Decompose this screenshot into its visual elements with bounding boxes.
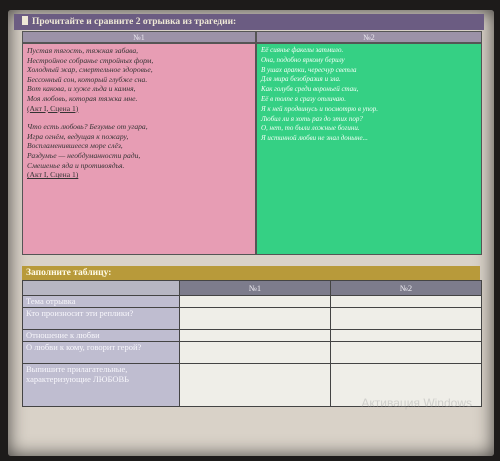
answer-cell[interactable] bbox=[180, 330, 331, 342]
fragment-line: Раздумье — необдуманности ради, bbox=[27, 150, 141, 160]
task-marker-icon bbox=[22, 16, 28, 25]
fragment-2-text bbox=[256, 43, 482, 255]
fragment-1-header: №1 bbox=[22, 31, 256, 43]
fragment-line: Моя любовь, которая тяжка мне. bbox=[27, 93, 138, 103]
answer-cell[interactable] bbox=[180, 342, 331, 364]
table-row-label: Отношение к любви bbox=[23, 330, 180, 342]
fragment-line: О, нет, то были ложные богини. bbox=[261, 124, 360, 133]
fragment-line: Игра огнём, ведущая к пожару, bbox=[27, 131, 129, 141]
answer-cell[interactable] bbox=[331, 308, 482, 330]
fragment-line: Её в толпе я сразу отличаю. bbox=[261, 94, 346, 103]
answer-cell[interactable] bbox=[180, 364, 331, 407]
fragment-gap bbox=[27, 113, 251, 122]
table-row bbox=[23, 296, 482, 308]
fragment-line: Как голубя среди вороньей стаи, bbox=[261, 85, 359, 94]
answer-cell[interactable] bbox=[331, 296, 482, 308]
fragment-line: Я истинной любви не знал доныне... bbox=[261, 134, 368, 143]
fragment-line: Я к ней продвинусь и посмотрю в упор. bbox=[261, 104, 379, 113]
answer-cell[interactable] bbox=[180, 308, 331, 330]
fragment-line: Бессонный сон, который глубже сна. bbox=[27, 74, 148, 84]
fragment-act-scene: (Акт I, Сцена 1) bbox=[27, 103, 79, 113]
fragment-line: Что есть любовь? Безумье от угара, bbox=[27, 122, 148, 132]
answer-cell[interactable] bbox=[331, 330, 482, 342]
table-col-1-header: №1 bbox=[180, 281, 331, 296]
fragment-line: Вот какова, и хуже льда и камня, bbox=[27, 84, 136, 94]
fragment-line: Смешенье яда и противоядья. bbox=[27, 160, 125, 170]
fragment-line: Любил ли я хоть раз до этих пор? bbox=[261, 114, 363, 123]
task-title: Прочитайте и сравните 2 отрывка из трагедии: bbox=[32, 17, 237, 27]
fragment-line: Она, подобно яркому берилу bbox=[261, 55, 345, 64]
fragment-line: Её сиянье факелы затмило. bbox=[261, 46, 344, 54]
task-header bbox=[14, 14, 484, 30]
fragment-line: Нестройное собранье стройных форм, bbox=[27, 55, 154, 65]
fragment-line: В ушах арапки, чересчур светла bbox=[261, 65, 357, 74]
answer-cell[interactable] bbox=[180, 296, 331, 308]
table-row-label: Кто произносит эти реплики? bbox=[23, 308, 180, 330]
fragment-2-header: №2 bbox=[256, 31, 482, 43]
table-row-label: О любви к кому, говорит герой? bbox=[23, 342, 180, 364]
table-header-row bbox=[23, 281, 482, 296]
fragment-line: Для мира безобразия и зла. bbox=[261, 75, 341, 84]
windows-activation-watermark: Активация Windows bbox=[361, 396, 472, 410]
table-row bbox=[23, 308, 482, 330]
fragment-line: Воспламенившееся море слёз, bbox=[27, 141, 123, 151]
fragment-line: Холодный жар, смертельное здоровье, bbox=[27, 65, 153, 75]
table-row bbox=[23, 330, 482, 342]
fragment-1-text bbox=[22, 43, 256, 255]
table-row bbox=[23, 342, 482, 364]
fragment-act-scene: (Акт I, Сцена 1) bbox=[27, 170, 79, 180]
table-row-label: Выпишите прилагательные, характеризующие ЛЮБОВЬ bbox=[23, 364, 180, 407]
table-corner-cell bbox=[23, 281, 180, 296]
fragment-line: Пустая тягость, тяжкая забава, bbox=[27, 46, 139, 55]
answer-cell[interactable] bbox=[331, 342, 482, 364]
fill-table bbox=[22, 280, 482, 407]
table-row-label: Тема отрывка bbox=[23, 296, 180, 308]
fill-table-title: Заполните таблицу: bbox=[22, 266, 480, 280]
table-col-2-header: №2 bbox=[331, 281, 482, 296]
